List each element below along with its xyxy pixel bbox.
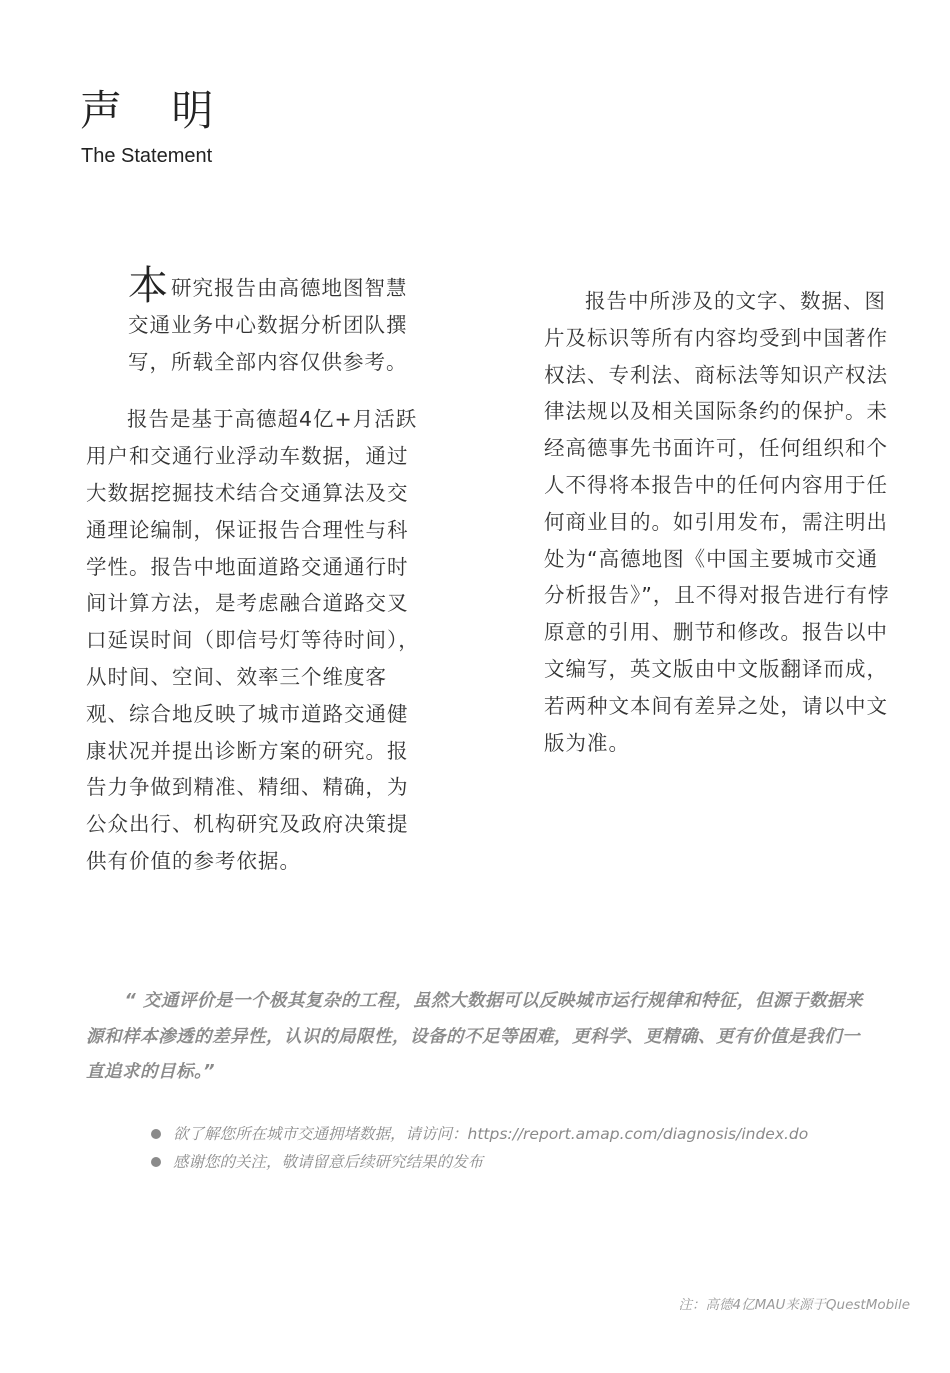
right-column — [544, 283, 890, 761]
info-bullet-list — [150, 1120, 808, 1176]
source-footnote: 注：高德4亿MAU来源于QuestMobile — [678, 1297, 910, 1313]
left-column — [86, 263, 422, 880]
page-title: 声 明 — [80, 86, 232, 135]
bullet-dot-icon — [151, 1129, 161, 1139]
bullet-text: 感谢您的关注，敬请留意后续研究结果的发布 — [173, 1153, 484, 1171]
bullet-dot-icon — [151, 1157, 161, 1167]
bullet-text: 欲了解您所在城市交通拥堵数据，请访问：https://report.amap.com/diagnosis/index.do — [173, 1125, 809, 1143]
list-item — [150, 1148, 808, 1176]
methodology-paragraph: 报告是基于高德超4亿+月活跃用户和交通行业浮动车数据，通过大数据挖掘技术结合交通算法及交通理论编制，保证报告合理性与科学性。报告中地面道路交通通行时间计算方法，是考虑融合道路交叉口延误时间（即信号灯等待时间），从时间、空间、效率三个维度客观、综合地反映了城市道路交通健康状况并提出诊断方案的研究。报告力争做到精准、精细、精确，为公众出行、机构研究及政府决策提供有价值的参考依据。 — [86, 407, 420, 873]
quote-block: “ 交通评价是一个极其复杂的工程，虽然大数据可以反映城市运行规律和特征，但源于数据来源和样本渗透的差异性，认识的局限性，设备的不足等困难，更科学、更精确、更有价值是我们一直追求的目标。” — [86, 991, 863, 1082]
intro-paragraph — [86, 263, 422, 380]
list-item — [150, 1120, 808, 1148]
dropcap-letter: 本 — [128, 263, 169, 309]
intro-paragraph-text: 研究报告由高德地图智慧交通业务中心数据分析团队撰写，所载全部内容仅供参考。 — [128, 276, 408, 374]
copyright-paragraph: 报告中所涉及的文字、数据、图片及标识等所有内容均受到中国著作权法、专利法、商标法等知识产权法律法规以及相关国际条约的保护。未经高德事先书面许可，任何组织和个人不得将本报告中的任何内容用于任何商业目的。如引用发布，需注明出处为“高德地图《中国主要城市交通分析报告》”，且不得对报告进行有悖原意的引用、删节和修改。报告以中文编写，英文版由中文版翻译而成，若两种文本间有差异之处，请以中文版为准。 — [544, 289, 890, 755]
page-subtitle: The Statement — [81, 145, 213, 167]
